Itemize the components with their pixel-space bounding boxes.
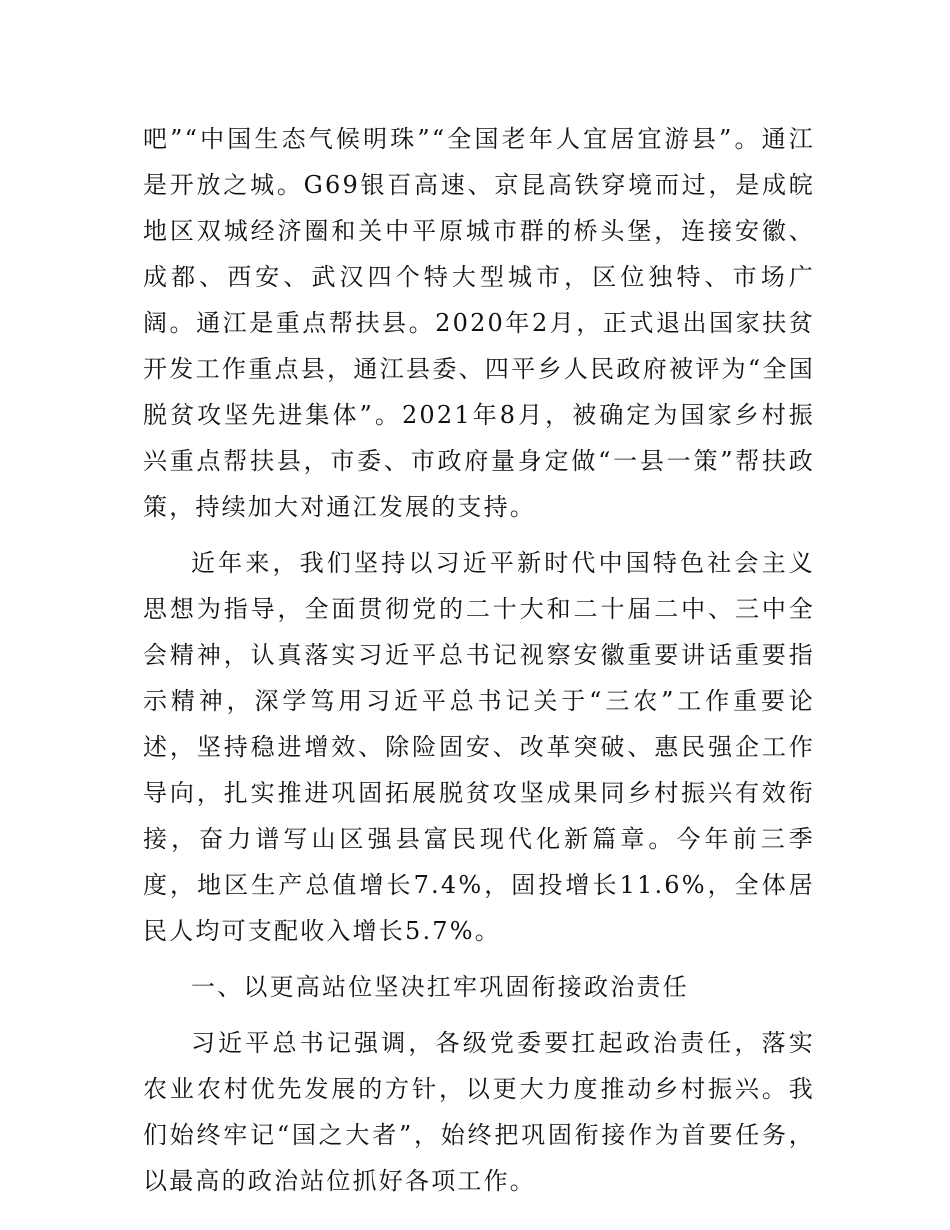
paragraph-political-responsibility: 习近平总书记强调，各级党委要扛起政治责任，落实农业农村优先发展的方针，以更大力度推动乡村振兴。我们始终牢记“国之大者”，始终把巩固衔接作为首要任务，以最高的政治站位抓好各项工作。 [143,1029,815,1195]
paragraph-recent-years: 近年来，我们坚持以习近平新时代中国特色社会主义思想为指导，全面贯彻党的二十大和二十届二中、三中全会精神，认真落实习近平总书记视察安徽重要讲话重要指示精神，深学笃用习近平总书记关于“三农”工作重要论述，坚持稳进增效、除险固安、改革突破、惠民强企工作导向，扎实推进巩固拓展脱贫攻坚成果同乡村振兴有效衔接，奋力谱写山区强县富民现代化新篇章。今年前三季度，地区生产总值增长7.4%，固投增长11.6%，全体居民人均可支配收入增长5.7%。 [143,549,815,945]
document-body [143,116,815,1204]
paragraph-tongjiang-overview: 吧”“中国生态气候明珠”“全国老年人宜居宜游县”。通江是开放之城。G69银百高速、京昆高铁穿境而过，是成皖地区双城经济圈和关中平原城市群的桥头堡，连接安徽、成都、西安、武汉四个特大型城市，区位独特、市场广阔。通江是重点帮扶县。2020年2月，正式退出国家扶贫开发工作重点县，通江县委、四平乡人民政府被评为“全国脱贫攻坚先进集体”。2021年8月，被确定为国家乡村振兴重点帮扶县，市委、市政府量身定做“一县一策”帮扶政策，持续加大对通江发展的支持。 [143,125,815,521]
section-heading-1: 一、以更高站位坚决扛牢巩固衔接政治责任 [191,973,689,1001]
